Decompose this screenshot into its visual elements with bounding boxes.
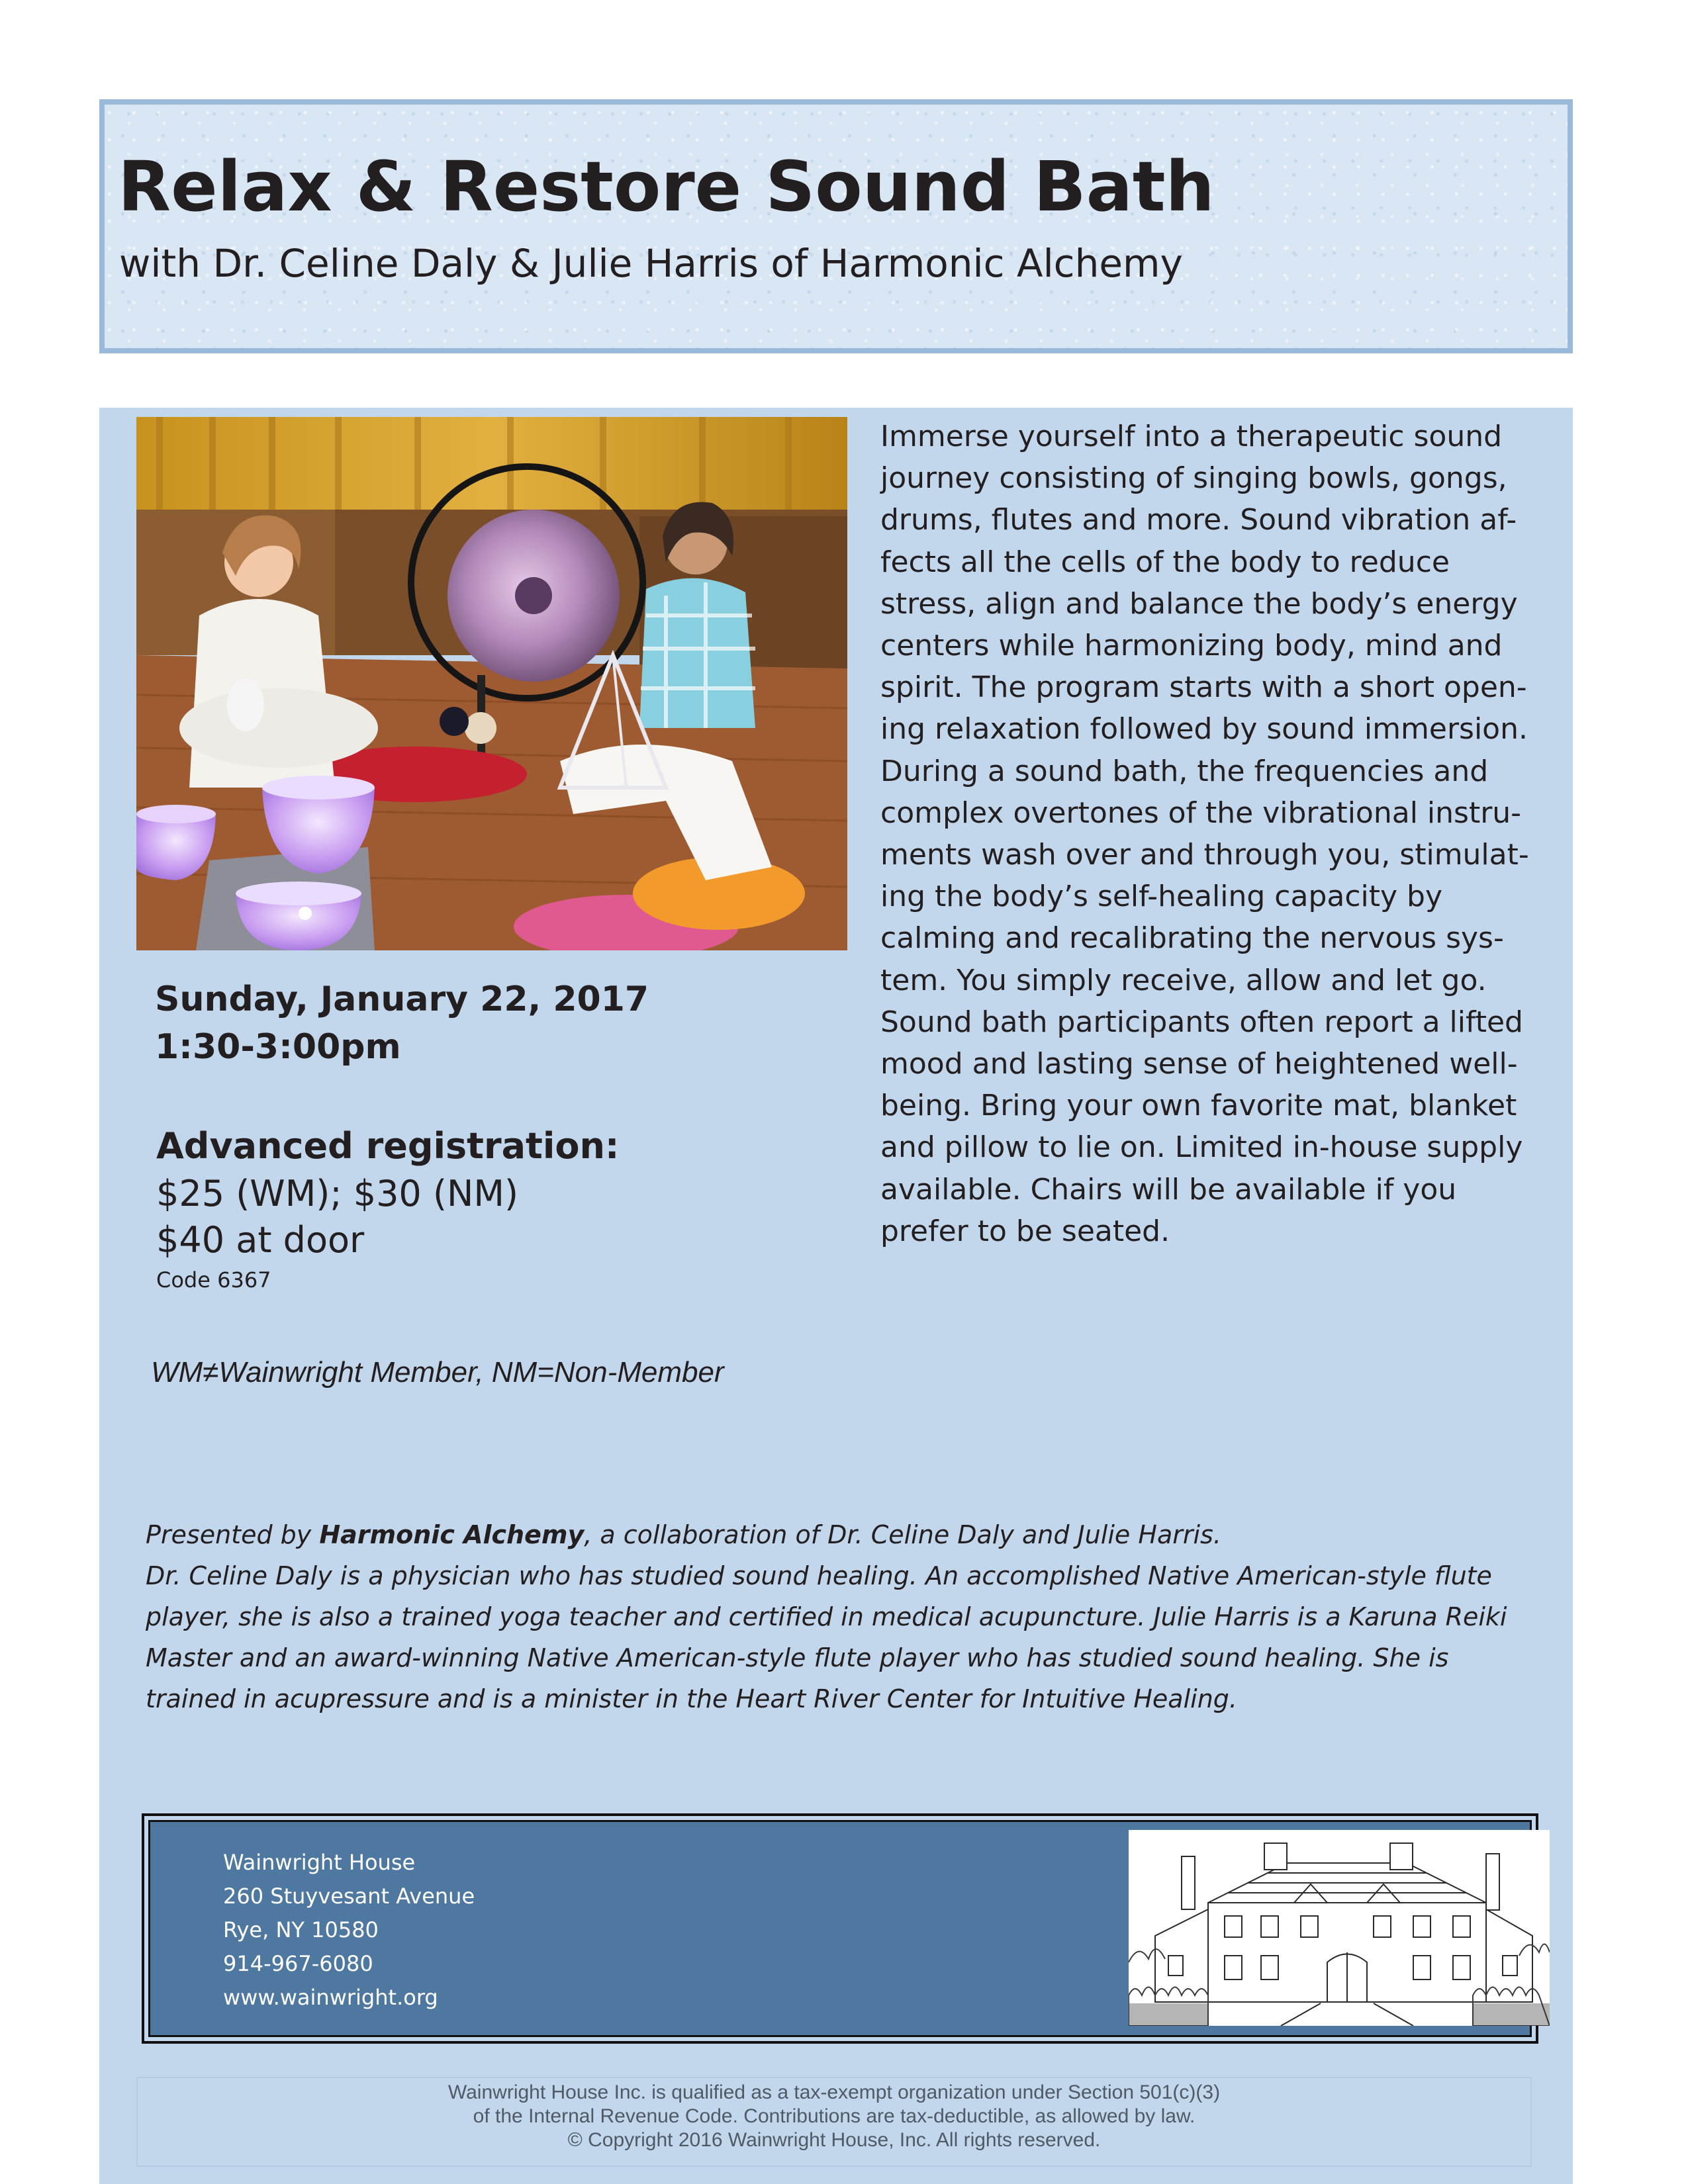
venue-box-inner [148,1820,1532,2037]
price-door: $40 at door [156,1219,365,1261]
legal-line: Wainwright House Inc. is qualified as a tax-exempt organization under Section 501(c)(3) [447,2081,1221,2103]
event-description [880,416,1542,1252]
bio-line: Master and an award-winning Native American-style flute player who has studied sound healing. She is [146,1643,1449,1672]
main-panel [99,408,1573,2184]
price-advance: $25 (WM); $30 (NM) [156,1173,519,1214]
description-line: calming and recalibrating the nervous sys- [880,921,1504,956]
page-subtitle: with Dr. Celine Daly & Julie Harris of Harmonic Alchemy [119,241,1183,286]
description-line: During a sound bath, the frequencies and [880,754,1489,788]
bio-line: Dr. Celine Daly is a physician who has studied sound healing. An accomplished Native American-style flute [146,1561,1492,1590]
description-line: mood and lasting sense of heightened well- [880,1047,1518,1081]
registration-heading: Advanced registration: [156,1125,620,1167]
presenter-org-name: Harmonic Alchemy [319,1520,585,1549]
description-line: being. Bring your own favorite mat, blanket [880,1089,1517,1123]
event-date: Sunday, January 22, 2017 [155,979,649,1019]
description-line: Sound bath participants often report a lifted [880,1005,1523,1039]
description-line: stress, align and balance the body’s energy [880,586,1518,621]
page-title: Relax & Restore Sound Bath [118,146,1215,227]
description-line: ing relaxation followed by sound immersion. [880,712,1528,747]
membership-legend: WM≠Wainwright Member, NM=Non-Member [151,1356,724,1388]
venue-website[interactable]: www.wainwright.org [223,1985,438,2010]
description-line: journey consisting of singing bowls, gongs, [880,461,1507,496]
copyright-line: © Copyright 2016 Wainwright House, Inc. All rights reserved. [567,2129,1101,2151]
presenter-intro [146,1514,1549,1555]
description-line: tem. You simply receive, allow and let go. [880,963,1487,997]
venue-city: Rye, NY 10580 [223,1917,379,1942]
course-code: Code 6367 [156,1267,271,1293]
description-line: spirit. The program starts with a short open- [880,670,1527,705]
legal-notice [136,2077,1532,2167]
description-line: Immerse yourself into a therapeutic sound [880,420,1503,453]
description-line: drums, flutes and more. Sound vibration af- [880,503,1517,537]
presenter-bio [146,1514,1549,1719]
header-banner [99,99,1573,353]
event-time: 1:30-3:00pm [155,1027,401,1067]
description-line: prefer to be seated. [880,1214,1170,1248]
description-line: fects all the cells of the body to reduce [880,545,1450,579]
venue-phone: 914-967-6080 [223,1951,373,1976]
venue-box [142,1813,1538,2044]
description-line: ing the body’s self-healing capacity by [880,880,1442,914]
house-sketch-icon [1129,1830,1550,2026]
description-line: centers while harmonizing body, mind and [880,629,1503,663]
venue-name: Wainwright House [223,1850,416,1875]
venue-address [223,1846,475,2015]
description-line: ments wash over and through you, stimulat- [880,838,1529,872]
description-line: available. Chairs will be available if you [880,1172,1457,1206]
bio-line: player, she is also a trained yoga teacher and certified in medical acupuncture. Julie Harris is a Karuna Reiki [146,1602,1507,1631]
event-photo [136,417,847,950]
legal-line: of the Internal Revenue Code. Contributions are tax-deductible, as allowed by law. [473,2105,1196,2127]
venue-street: 260 Stuyvesant Avenue [223,1884,475,1909]
description-line: complex overtones of the vibrational instru- [880,796,1522,830]
presenter-prefix: Presented by [146,1520,320,1549]
presenter-suffix: , a collaboration of Dr. Celine Daly and Julie Harris. [584,1520,1221,1549]
bio-line: trained in acupressure and is a minister in the Heart River Center for Intuitive Healing. [146,1684,1237,1713]
description-line: and pillow to lie on. Limited in-house supply [880,1130,1523,1165]
